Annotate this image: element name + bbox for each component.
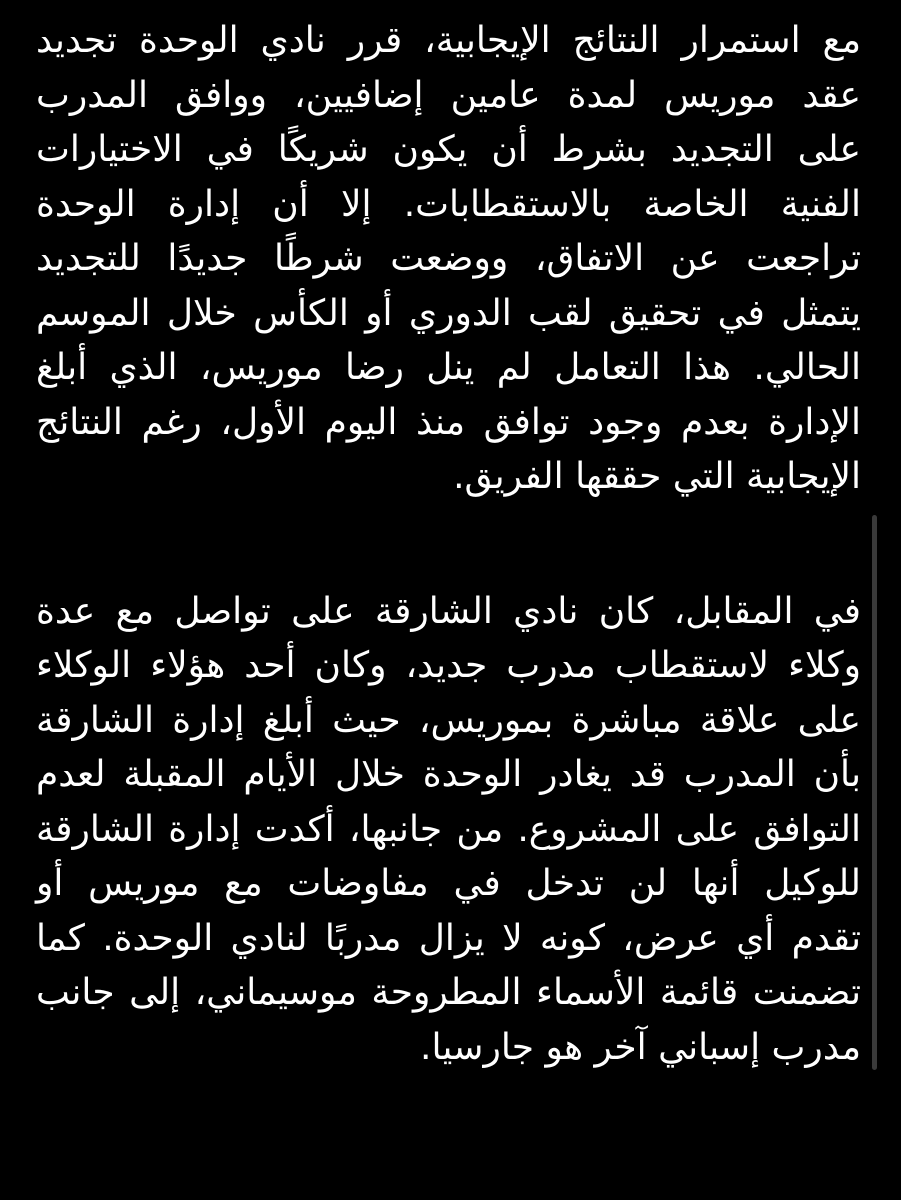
text-line: التوافق على المشروع. من جانبها، أكدت إدارة الشارقة bbox=[36, 808, 861, 850]
paragraph-spacer bbox=[36, 505, 861, 585]
article-body bbox=[36, 14, 861, 1075]
text-line: الإيجابية التي حققها الفريق. bbox=[453, 456, 861, 497]
text-line: تقدم أي عرض، كونه لا يزال مدربًا لنادي الوحدة. كما bbox=[36, 917, 861, 959]
text-line: الإدارة بعدم وجود توافق منذ اليوم الأول، رغم النتائج bbox=[36, 401, 861, 443]
text-line: مدرب إسباني آخر هو جارسيا. bbox=[420, 1026, 861, 1068]
vertical-scrollbar[interactable] bbox=[872, 515, 877, 1070]
text-line: الحالي. هذا التعامل لم ينل رضا موريس، الذي أبلغ bbox=[36, 347, 861, 388]
text-line: بأن المدرب قد يغادر الوحدة خلال الأيام المقبلة لعدم bbox=[36, 754, 861, 795]
text-line: عقد موريس لمدة عامين إضافيين، ووافق المدرب bbox=[36, 74, 861, 116]
text-line: في المقابل، كان نادي الشارقة على تواصل مع عدة bbox=[36, 590, 861, 632]
text-line: مع استمرار النتائج الإيجابية، قرر نادي الوحدة تجديد bbox=[36, 20, 861, 61]
text-line: للوكيل أنها لن تدخل في مفاوضات مع موريس أو bbox=[36, 863, 861, 904]
article-paragraph-2 bbox=[36, 585, 861, 1076]
text-line: يتمثل في تحقيق لقب الدوري أو الكأس خلال الموسم bbox=[36, 292, 861, 334]
article-paragraph-1 bbox=[36, 14, 861, 505]
text-line: وكلاء لاستقطاب مدرب جديد، وكان أحد هؤلاء الوكلاء bbox=[36, 645, 861, 686]
text-line: على التجديد بشرط أن يكون شريكًا في الاختيارات bbox=[36, 129, 861, 170]
text-line: تضمنت قائمة الأسماء المطروحة موسيماني، إلى جانب bbox=[36, 972, 861, 1013]
text-line: تراجعت عن الاتفاق، ووضعت شرطًا جديدًا للتجديد bbox=[36, 238, 861, 279]
text-line: الفنية الخاصة بالاستقطابات. إلا أن إدارة الوحدة bbox=[36, 183, 861, 225]
text-line: على علاقة مباشرة بموريس، حيث أبلغ إدارة الشارقة bbox=[36, 699, 861, 741]
